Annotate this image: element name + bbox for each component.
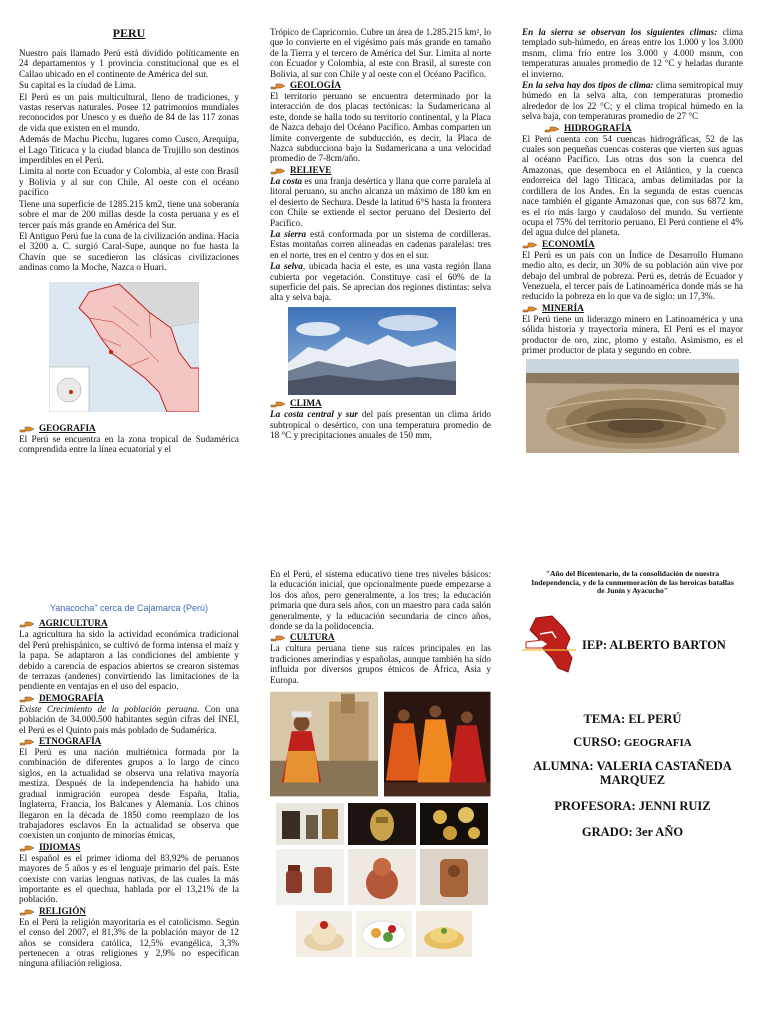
costa-text: es una franja desértica y llana que corre paralela al litoral peruano, su ancho alcanza un máximo de 180 km en el desierto de Sechura. Desde la latitud 6°S hasta la frontera con Chile se extiende el sector peruano del Desierto del Pacífico.: [270, 175, 491, 228]
hand-pointer-icon: [270, 166, 286, 175]
section-relieve: [270, 165, 491, 176]
column-1: [19, 27, 239, 456]
section-religion: [19, 906, 239, 917]
demografia-paragraph: [19, 704, 239, 735]
curso-value: GEOGRAFIA: [621, 736, 692, 749]
costa-label: La costa: [270, 175, 302, 186]
hand-pointer-icon: [270, 399, 286, 408]
mine-pit-image: [526, 359, 743, 455]
artifact-image: [276, 803, 344, 845]
artifact-image: [420, 849, 488, 905]
geologia-paragraph: El territorio peruano se encuentra determinado por la interacción de dos placas tectónicas: la Sudamericana al este, donde se halla todo su territorio continental, y la Placa de Nazca debajo del Océano Pacífico. Ambas comparten un límite convergente de subducción, es decir, la Placa de Nazca subducciona bajo la Sudamericana a una velocidad promedio de 7-8cm/año.: [270, 91, 491, 164]
clima-label: La costa central y sur: [270, 409, 359, 420]
artifact-image: [348, 849, 416, 905]
mine-photo-caption: Yanacocha" cerca de Cajamarca (Perú): [49, 603, 209, 613]
capital-paragraph: Su capital es la ciudad de Lima.: [19, 80, 137, 91]
hand-pointer-icon: [522, 304, 538, 313]
section-heading: ETNOGRAFÍA: [39, 736, 102, 747]
history-paragraph: El Antiguo Perú fue la cuna de la civilización andina. Hacia el 3200 a. C. surgió Caral-Supe, aunque no fue hasta la Chavín que se sucedieron las clásicas civilizaciones andinas como la Moche, Nazca o Huari.: [19, 230, 239, 273]
column-3: [522, 27, 743, 456]
intro-paragraph: Nuestro país llamado Perú está dividido políticamente en 24 departamentos y 1 provincia constitucional que es el Callao ubicado en el continente de América del sur.: [19, 48, 239, 79]
peru-map-logo: [522, 614, 576, 676]
food-photo-grid: [296, 911, 491, 957]
hand-pointer-icon: [19, 737, 35, 746]
section-heading: GEOGRAFIA: [39, 422, 96, 433]
demografia-text: Con una población de 34.000.500 habitantes según cifras del INEI, el Perú es el Quinto país más poblado de Sudamérica.: [19, 703, 239, 735]
section-idiomas: [19, 842, 239, 853]
area-paragraph: Tiene una superficie de 1285.215 km2, tiene una soberanía sobre el mar de 200 millas desde la costa peruana y es el tercer país más grande en América del Sur.: [19, 198, 239, 230]
sierra-label: La sierra: [270, 228, 307, 239]
section-cultura: [270, 632, 491, 643]
multicultural-paragraph: El Perú es un país multicultural, lleno de tradiciones, y vastas reservas naturales. Posee 12 patrimonios mundiales reconocidos por Unesco y es dueño de 84 de las 117 zonas de vida que existen en el mundo.: [19, 91, 239, 133]
hand-pointer-icon: [544, 124, 560, 133]
selva-climate-paragraph: [522, 80, 743, 122]
peru-map-image: [49, 282, 239, 414]
selva-label: La selva: [270, 261, 303, 272]
cover-grado: GRADO: 3er AÑO: [581, 824, 684, 839]
selva-climate-label: En la selva hay dos tipos de clima:: [522, 80, 654, 91]
section-mineria: [522, 303, 743, 314]
selva-paragraph: [270, 261, 491, 303]
column-4: [19, 603, 239, 970]
peru-map-icon: [49, 282, 199, 412]
cover-profesora: PROFESORA: JENNI RUIZ: [554, 798, 711, 813]
festival-dancer-image: [270, 691, 378, 797]
economia-paragraph: El Perú es un país con un Índice de Desarrollo Humano medio alto, es decir, un 30% de su población aún vive por debajo del umbral de pobreza. Perú es, detrás de Ecuador y Venezuela, el tercer país de Latinoamérica donde más se ha reducido la pobreza en lo que va de siglo: un 17,3%.: [522, 249, 743, 302]
section-heading: HIDROGRAFÍA: [564, 122, 632, 133]
mineria-paragraph: El Perú tiene un liderazgo minero en Latinoamérica y una sólida historia y trayectoria minera. El Perú es el mayor productor de oro, zinc, plomo y estaño. Asimismo, es el primer productor de plata y segundo en cobre.: [522, 313, 743, 355]
section-hidrografia: [522, 123, 743, 134]
cover-alumna: ALUMNA: VALERIA CASTAÑEDA MARQUEZ: [533, 758, 732, 787]
section-heading: GEOLOGÍA: [290, 80, 342, 91]
hand-pointer-icon: [270, 633, 286, 642]
hidrografia-paragraph: El Perú cuenta con 54 cuencas hidrográficas, 52 de las cuales son pequeñas cuencas costeras que vierten sus aguas al océano Pacífico. Las otras dos son la cuenca del Amazonas, que desemboca en el Atlántico, y la cuenca endorreica del lago Titicaca, ambas delimitadas por la cordillera de los Andes. En la segunda de estas cuencas nace también el gigante Amazonas que, con sus 6872 km, es el río más largo y caudaloso del mundo. Su vertiente ocupa el 75% del territorio peruano. El Perú contiene el 4% del agua dulce del planeta.: [522, 133, 743, 238]
section-heading: RELIEVE: [290, 164, 332, 175]
hand-pointer-icon: [19, 694, 35, 703]
section-heading: ECONOMÍA: [542, 238, 595, 249]
hand-pointer-icon: [19, 907, 35, 916]
section-heading: DEMOGRAFÍA: [39, 692, 104, 703]
column-5: [270, 569, 491, 957]
section-heading: MINERÍA: [542, 302, 584, 313]
dance-group-image: [384, 691, 491, 797]
section-heading: RELIGIÓN: [39, 905, 86, 916]
demografia-italic: Existe Crecimiento de la población peruana.: [19, 703, 200, 714]
sierra-paragraph: [270, 229, 491, 260]
culture-photos-row: [270, 691, 491, 797]
hand-pointer-icon: [270, 81, 286, 90]
dish-image: [416, 911, 472, 957]
borders-paragraph: Limita al norte con Ecuador y Colombia, al este con Brasil y Bolivia y al sur con Chile. Al oeste con el océano pacífico: [19, 166, 239, 198]
education-paragraph: En el Perú, el sistema educativo tiene tres niveles básicos: la educación inicial, que opcionalmente puede empezarse a los dos años, pero generalmente, a los tres; la educación primaria que dura seis años, con un maestro para cada salón generalmente, y la educación secundaria de cinco años, donde se da la polidocencia.: [270, 569, 491, 632]
idiomas-paragraph: El español es el primer idioma del 83,92% de peruanos mayores de 5 años y es el lenguaje primario del país. Este coexiste con varias lenguas nativas, de las cuales la más importante es el quechua, hablada por el 13,21% de la población.: [19, 852, 239, 905]
etnografia-paragraph: El Perú es una nación multiétnica formada por la combinación de diferentes grupos a lo largo de cinco siglos, en la actualidad se observa una relativa mayoría mestiza. Después de la independencia ha habido una gradual inmigración europea desde España, Italia, Inglaterra, Francia, los Balcanes y Alemania. Los chinos llegaron en la década de 1850 como reemplazo de los trabajadores esclavos En la actualidad se observa que coexisten un conjunto de minorías étnicas,: [19, 747, 239, 841]
clima-paragraph: [270, 409, 491, 440]
section-agricultura: [19, 618, 239, 629]
hand-pointer-icon: [522, 240, 538, 249]
section-economia: [522, 239, 743, 250]
section-heading: IDIOMAS: [39, 841, 81, 852]
agricultura-paragraph: La agricultura ha sido la actividad económica tradicional del Perú prehispánico, se cultivó de forma intensa el maíz y la papa. Se adaptaron a las condiciones del ambiente y debido a carencia de espacios abiertos se crearon sistemas de terrazas (andenes) convirtiendo las limitaciones de la pendiente en ventajas en el uso del espacio.: [19, 629, 239, 692]
artifacts-photo-grid: [276, 803, 491, 905]
clima-text: del país presentan un clima árido subtropical o desértico, con una temperatura promedio de 18 °C y precipitaciones anuales de 150 mm,: [270, 409, 492, 440]
geografia-paragraph: El Perú se encuentra en la zona tropical de Sudamérica comprendida entre la línea ecuatorial y el: [19, 433, 239, 455]
section-clima: [270, 398, 491, 409]
area-continued-paragraph: Trópico de Capricornio. Cubre un área de 1.285.215 km², lo que lo convierte en el vigésimo país más grande en tamaño de la Tierra y el tercero de América del Sur. Limita al norte con Ecuador y Colombia, al este con Brasil, al sureste con Bolivia, al sur con Chile y al oeste con el Océano Pacífico.: [270, 27, 491, 79]
cover-tema: TEMA: EL PERÚ: [583, 711, 682, 726]
section-demografia: [19, 693, 239, 704]
section-etnografia: [19, 736, 239, 747]
hand-pointer-icon: [19, 424, 35, 433]
school-header: [522, 614, 743, 676]
hand-pointer-icon: [19, 843, 35, 852]
section-heading: CLIMA: [290, 398, 322, 409]
dish-image: [356, 911, 412, 957]
religion-paragraph: En el Perú la religión mayoritaria es el catolicismo. Según el censo del 2007, el 81,3% de la población mayor de 12 años se considera católica, 12,5% evangélica, 3,3% pertenecen a otras religiones y 2,9% no especifican ninguna afiliación religiosa.: [19, 916, 239, 969]
destinations-paragraph: Además de Machu Picchu, lugares como Cusco, Arequipa, el Lago Titicaca y la ciudad blanca de Trujillo son destinos imperdibles en el Perú.: [19, 134, 239, 166]
costa-paragraph: [270, 176, 491, 228]
artifact-image: [420, 803, 488, 845]
cover-panel: [522, 570, 743, 839]
curso-label: CURSO:: [573, 734, 622, 749]
sierra-climate-label: En la sierra se observan los siguientes climas:: [522, 27, 718, 37]
dish-image: [296, 911, 352, 957]
section-geologia: [270, 80, 491, 91]
page-title: PERU: [112, 26, 146, 40]
bicentennial-motto: "Año del Bicentenario, de la consolidación de nuestra Independencia, y de la conmemoración de las heroicas batallas de Junín y Ayacucho": [531, 569, 734, 596]
artifact-image: [276, 849, 344, 905]
artifact-image: [348, 803, 416, 845]
school-name: IEP: ALBERTO BARTON: [582, 637, 726, 652]
cover-curso: [522, 735, 743, 750]
selva-climate-text: clima semitropical muy húmedo en la selva alta, con temperaturas promedio alrededor de los 22 °C; y el clima tropical húmedo en la selva baja, con temperaturas promedio de 27 °C: [522, 80, 744, 122]
section-geografia: [19, 423, 239, 434]
sierra-climate-text: clima templado sub-húmedo, en áreas entre los 1.000 y los 3.000 msnm, clima frío entre los 3.000 y 4.000 msnm, con temperaturas anuales promedio de 12 °C y heladas durante el invierno.: [522, 27, 743, 79]
sierra-text: está conformada por un sistema de cordilleras. Estas montañas corren alineadas en cadenas paralelas: tres en el norte, tres en el centro y dos en el sur.: [270, 228, 491, 260]
section-heading: AGRICULTURA: [39, 618, 108, 629]
cultura-paragraph: La cultura peruana tiene sus raíces principales en las tradiciones amerindias y españolas, aunque también ha sido influida por diversos grupos étnicos de África, Asia y Europa.: [270, 643, 491, 685]
sierra-climate-paragraph: [522, 27, 743, 79]
andes-mountains-image: [288, 307, 491, 397]
column-2: [270, 27, 491, 441]
hand-pointer-icon: [19, 619, 35, 628]
selva-text: , ubicada hacia el este, es una vasta región llana cubierta por vegetación. Constituye casi el 60% de la superficie del país. Se aprecian dos regiones distintas: selva alta y selva baja.: [270, 261, 492, 303]
section-heading: CULTURA: [290, 632, 335, 643]
